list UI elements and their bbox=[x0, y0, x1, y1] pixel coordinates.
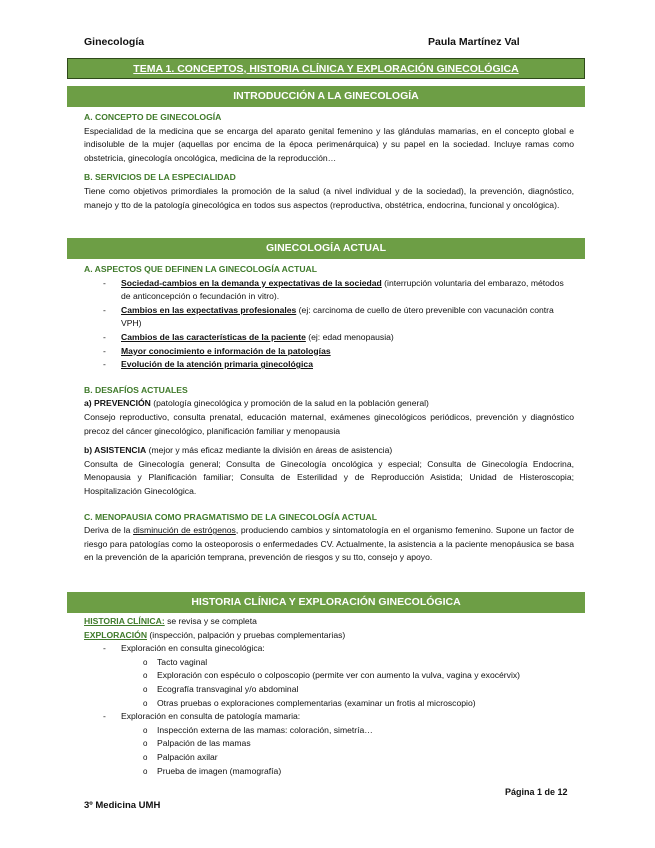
gyn-exploration-list bbox=[84, 656, 574, 710]
list-item: o Prueba de imagen (mamografía) bbox=[84, 765, 574, 779]
menopause-text: Deriva de la disminución de estrógenos, produciendo cambios y sintomatología en el organismo femenino. Supone un factor de riesgo para patologías como la osteoporosis o enfermedades CV. Actualmente, la asistencia a la paciente menopáusica se basa en la prevención de la aparición temprana, prevención de riesgos y su tto, consejo y apoyo. bbox=[84, 525, 574, 563]
exploration-line: EXPLORACIÓN (inspección, palpación y pruebas complementarias) bbox=[84, 629, 346, 640]
list-item: o Palpación de las mamas bbox=[84, 737, 574, 751]
list-item: - Cambios en las expectativas profesionales (ej: carcinoma de cuello de útero prevenible con vacunación contra VPH) bbox=[84, 304, 574, 331]
aspects-heading: A. ASPECTOS QUE DEFINEN LA GINECOLOGÍA ACTUAL bbox=[84, 264, 317, 274]
prevention-line: a) PREVENCIÓN (patología ginecológica y promoción de la salud en la población general) bbox=[84, 398, 429, 409]
concept-text: Especialidad de la medicina que se encarga del aparato genital femenino y las glándulas mamarias, en el concepto global e indisoluble de la mujer (aquellas por encima de la época perimenárquica) y su papel en la sociedad. Incluye ramas como obstetricia, ginecología oncológica, medicina de la reproducción… bbox=[84, 125, 574, 163]
list-item: o Tacto vaginal bbox=[84, 656, 574, 670]
intro-section bbox=[84, 111, 574, 212]
assistance-text: Consulta de Ginecología general; Consulta de Ginecología oncológica y especial; Consulta de Ginecología Endocrina, Menopausia y Planificación familiar; Consulta de Esterilidad y de Reproducción Asistida; Unidad de Histeroscopia; Hospitalización Ginecológica. bbox=[84, 458, 574, 496]
list-item: o Exploración con espéculo o colposcopio (permite ver con aumento la vulva, vagina y exocérvix) bbox=[84, 669, 574, 683]
list-item: - Cambios de las características de la paciente (ej: edad menopausia) bbox=[84, 331, 574, 345]
concept-heading: A. CONCEPTO DE GINECOLOGÍA bbox=[84, 112, 222, 122]
services-text: Tiene como objetivos primordiales la promoción de la salud (a nivel individual y de la sociedad), la prevención, diagnóstico, manejo y tto de la patología ginecológica en todos sus aspectos (reproductiva, obstétrica, endocrina, funcional y oncológica). bbox=[84, 185, 574, 210]
challenges-heading: B. DESAFÍOS ACTUALES bbox=[84, 384, 188, 395]
breast-exploration-list bbox=[84, 724, 574, 778]
page-number: Página 1 de 12 bbox=[505, 787, 568, 797]
title-bar bbox=[67, 58, 585, 79]
list-item: - Mayor conocimiento e información de la patologías bbox=[84, 345, 574, 359]
historia-section bbox=[84, 615, 574, 778]
list-item: - Sociedad-cambios en la demanda y expectativas de la sociedad (interrupción voluntaria del embarazo, métodos de anticoncepción o fecundación in vitro). bbox=[84, 277, 574, 304]
actual-section-bar: GINECOLOGÍA ACTUAL bbox=[67, 238, 585, 259]
list-item: o Palpación axilar bbox=[84, 751, 574, 765]
prevention-text: Consejo reproductivo, consulta prenatal, educación maternal, exámenes ginecológicos periódicos, prevención y diagnóstico precoz del cáncer ginecológico, planificación familiar y menopausia bbox=[84, 411, 574, 436]
menopause-heading: C. MENOPAUSIA COMO PRAGMATISMO DE LA GINECOLOGÍA ACTUAL bbox=[84, 511, 377, 522]
document-title: TEMA 1. CONCEPTOS, HISTORIA CLÍNICA Y EXPLORACIÓN GINECOLÓGICA bbox=[133, 63, 519, 75]
clinical-history-line: HISTORIA CLÍNICA: se revisa y se completa bbox=[84, 616, 257, 626]
list-item: - Evolución de la atención primaria ginecológica bbox=[84, 358, 574, 372]
breast-exploration-label: - Exploración en consulta de patología mamaria: bbox=[84, 710, 574, 724]
aspects-list bbox=[84, 277, 574, 372]
assistance-line: b) ASISTENCIA (mejor y más eficaz mediante la división en áreas de asistencia) bbox=[84, 445, 393, 456]
header-author: Paula Martínez Val bbox=[428, 36, 520, 48]
actual-section bbox=[84, 263, 574, 565]
header-subject: Ginecología bbox=[84, 36, 145, 48]
list-item: o Otras pruebas o exploraciones complementarias (examinar un frotis al microscopio) bbox=[84, 697, 574, 711]
historia-section-bar: HISTORIA CLÍNICA Y EXPLORACIÓN GINECOLÓGICA bbox=[67, 592, 585, 613]
gyn-exploration-label: - Exploración en consulta ginecológica: bbox=[84, 642, 574, 656]
services-heading: B. SERVICIOS DE LA ESPECIALIDAD bbox=[84, 172, 236, 183]
intro-section-bar: INTRODUCCIÓN A LA GINECOLOGÍA bbox=[67, 86, 585, 107]
footer-course: 3º Medicina UMH bbox=[84, 800, 161, 811]
list-item: o Inspección externa de las mamas: coloración, simetría… bbox=[84, 724, 574, 738]
list-item: o Ecografía transvaginal y/o abdominal bbox=[84, 683, 574, 697]
